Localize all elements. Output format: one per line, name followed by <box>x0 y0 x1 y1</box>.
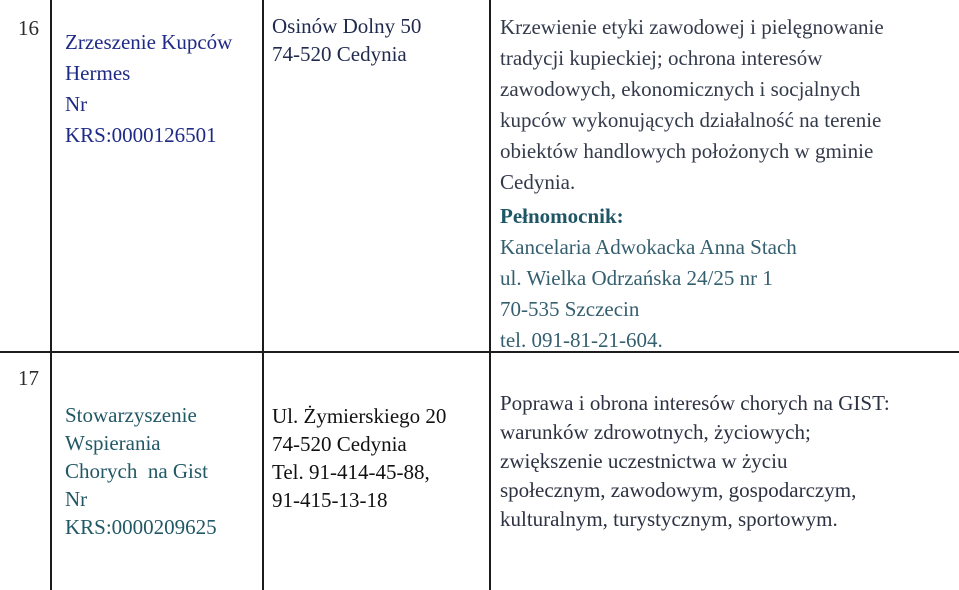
purpose-line: Poprawa i obrona interesów chorych na GIST: <box>500 391 890 415</box>
address-line: 74-520 Cedynia <box>272 42 407 66</box>
name-line: Wspierania <box>65 431 161 455</box>
row-16-name <box>65 27 232 151</box>
address-line: 74-520 Cedynia <box>272 432 407 456</box>
row-16-address <box>272 12 421 68</box>
column-divider-number <box>50 0 52 590</box>
name-line: Chorych na Gist <box>65 459 208 483</box>
proxy-line: 70-535 Szczecin <box>500 297 640 321</box>
name-line: Hermes <box>65 61 131 85</box>
name-line: KRS:0000126501 <box>65 123 217 147</box>
row-number: 17 <box>18 366 39 390</box>
row-17-purpose <box>500 389 890 534</box>
address-line: 91-415-13-18 <box>272 488 388 512</box>
proxy-line: tel. 091-81-21-604. <box>500 328 663 352</box>
purpose-line: kupców wykonujących działalność na terenie <box>500 108 882 132</box>
row-divider <box>0 351 959 353</box>
row-16-number <box>18 12 39 44</box>
address-line: Tel. 91-414-45-88, <box>272 460 430 484</box>
address-line: Osinów Dolny 50 <box>272 14 422 38</box>
proxy-heading: Pełnomocnik: <box>500 204 624 228</box>
purpose-line: Cedynia. <box>500 170 576 194</box>
purpose-line: tradycji kupieckiej; ochrona interesów <box>500 46 823 70</box>
name-line: Stowarzyszenie <box>65 403 197 427</box>
purpose-line: kulturalnym, turystycznym, sportowym. <box>500 507 838 531</box>
purpose-line: Krzewienie etyki zawodowej i pielęgnowanie <box>500 15 884 39</box>
purpose-line: zwiększenie uczestnictwa w życiu <box>500 449 788 473</box>
purpose-line: obiektów handlowych położonych w gminie <box>500 139 874 163</box>
row-17-number <box>18 362 39 394</box>
purpose-line: zawodowych, ekonomicznych i socjalnych <box>500 77 861 101</box>
row-16-proxy <box>500 201 797 356</box>
name-line: Nr <box>65 487 88 511</box>
proxy-line: Kancelaria Adwokacka Anna Stach <box>500 235 797 259</box>
proxy-line: ul. Wielka Odrzańska 24/25 nr 1 <box>500 266 773 290</box>
name-line: Nr <box>65 92 88 116</box>
row-16-purpose <box>500 12 884 198</box>
column-divider-address <box>489 0 491 590</box>
row-17-address <box>272 402 446 514</box>
row-17-name <box>65 401 217 541</box>
name-line: Zrzeszenie Kupców <box>65 30 233 54</box>
address-line: Ul. Żymierskiego 20 <box>272 404 447 428</box>
purpose-line: warunków zdrowotnych, życiowych; <box>500 420 811 444</box>
row-number: 16 <box>18 16 39 40</box>
name-line: KRS:0000209625 <box>65 515 217 539</box>
purpose-line: społecznym, zawodowym, gospodarczym, <box>500 478 857 502</box>
column-divider-name <box>262 0 264 590</box>
